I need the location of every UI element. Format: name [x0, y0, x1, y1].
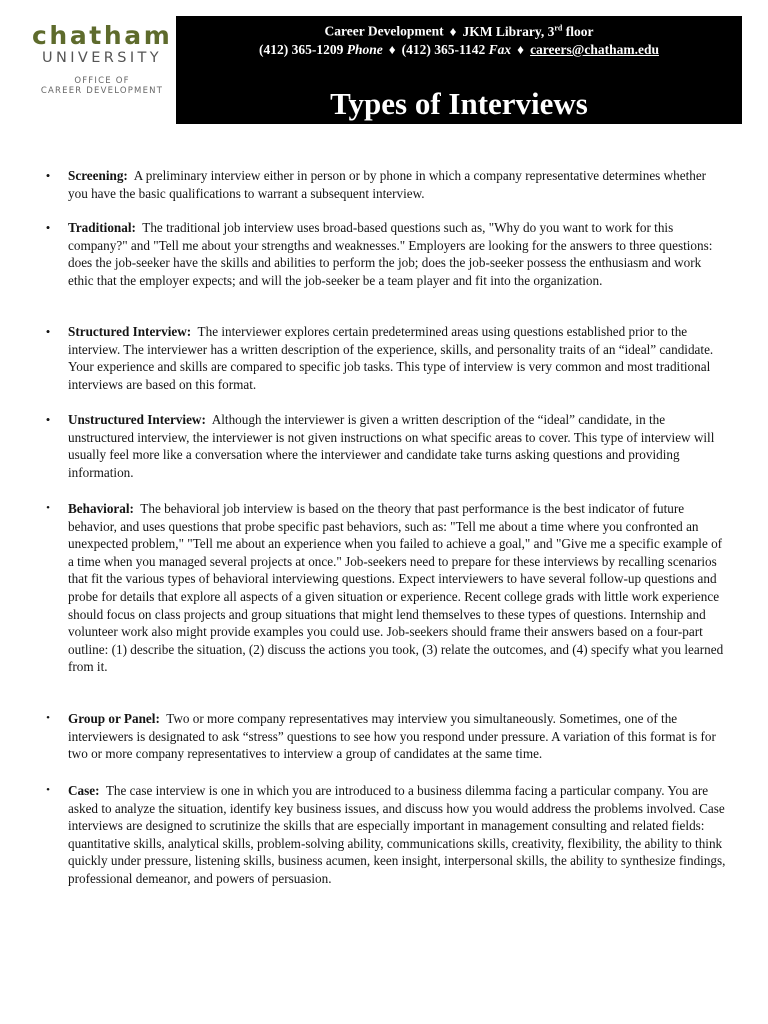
list-item-text	[68, 167, 728, 202]
logo-office-line1: OFFICE OF	[74, 76, 130, 86]
list-item-text	[68, 323, 728, 393]
chatham-logo	[32, 21, 173, 96]
logo-office-line2: CAREER DEVELOPMENT	[40, 86, 164, 96]
bullet-icon: •	[45, 220, 51, 235]
bullet-icon: •	[45, 168, 51, 183]
bullet-icon: •	[46, 712, 50, 724]
header-location-line	[176, 23, 742, 40]
logo-office	[32, 76, 172, 96]
diamond-separator-icon: ♦	[388, 42, 396, 57]
list-item-term: Behavioral:	[68, 501, 134, 516]
list-item-term: Unstructured Interview:	[68, 412, 206, 427]
header-fax-number: (412) 365-1142	[401, 42, 486, 57]
list-item-description: The case interview is one in which you are introduced to a business dilemma facing a particular company. You are asked to analyze the situation, identify key business issues, and discuss how you would address the problems involved. Case interviews are designed to scrutinize the skills that are especially important in management consulting and related fields: quantitative skills, analytical skills, problem-solving ability, communications skills, creativity, flexibility, the ability to think quickly under pressure, listening skills, business acumen, keen insight, interpersonal skills, the ability to synthesize findings, professional demeanor, and powers of persuasion.	[68, 783, 726, 886]
list-item-term: Screening:	[68, 168, 128, 183]
list-item-description: The traditional job interview uses broad-based questions such as, "Why do you want to work for this company?" and "Tell me about your strengths and weaknesses." Employers are looking for the answers to three questions: does the job-seeker have the skills and abilities to perform the job; does the job-seeker possess the enthusiasm and work ethic that the employer expects; and will the job-seeker be a team player and fit into the organization.	[68, 220, 713, 288]
list-item-term: Group or Panel:	[68, 711, 160, 726]
page-title: Types of Interviews	[330, 86, 588, 121]
list-item-description: A preliminary interview either in person or by phone in which a company representative determines whether you have the basic qualifications to warrant a subsequent interview.	[68, 168, 707, 201]
header-contact-line	[176, 42, 742, 58]
bullet-icon: •	[45, 324, 51, 339]
header-email-link[interactable]: careers@chatham.edu	[530, 42, 659, 57]
header-phone-label: Phone	[346, 42, 383, 57]
header-location: JKM Library, 3rd floor	[462, 23, 594, 39]
bullet-icon: •	[46, 502, 50, 514]
header-phone-number: (412) 365-1209	[259, 42, 344, 57]
list-item-text	[68, 500, 728, 676]
list-item-description: Although the interviewer is given a written description of the “ideal” candidate, in the unstructured interview, the interviewer is not given instructions on what specific areas to cover. This type of interview will usually feel more like a conversation where the interviewer and candidate take turns asking questions and providing information.	[68, 412, 715, 480]
diamond-separator-icon: ♦	[517, 42, 525, 57]
list-item-text	[68, 710, 728, 763]
bullet-icon: •	[46, 784, 50, 796]
header-fax-label: Fax	[488, 42, 512, 57]
list-item-text	[68, 219, 728, 289]
list-item-text	[68, 411, 728, 481]
list-item-description: Two or more company representatives may interview you simultaneously. Sometimes, one of the interviewers is designated to ask “stress” questions to see how you respond under pressure. A variation of this format is for two or more company representatives to interview a group of candidates at the same time.	[68, 711, 716, 762]
header-dept: Career Development	[324, 23, 444, 39]
list-item-description: The behavioral job interview is based on the theory that past performance is the best indicator of future behavior, and uses questions that probe specific past behaviors, such as: "Tell me about a time where you confronted an unexpected problem," "Tell me about an experience when you failed to achieve a goal," and "Give me a specific example of a time when you managed several projects at once." Job-seekers need to prepare for these interviews by recalling scenarios that fit the various types of behavioral interviewing questions. Expect interviewers to have several follow-up questions and probe for details that explore all aspects of a given situation or experience. Recent college grads with little work experience should focus on class projects and group situations that might lend themselves to these types of questions. Internship and volunteer work also might provide examples you could use. Job-seekers should frame their answers based on a four-part outline: (1) describe the situation, (2) discuss the actions you took, (3) relate the outcomes, and (4) specify what you learned from it.	[68, 501, 724, 675]
list-item-description: The interviewer explores certain predetermined areas using questions established prior to the interview. The interviewer has a written description of the experience, skills, and personality traits of an “ideal” candidate. Your experience and skills are compared to specific job tasks. This type of interview is very common and most traditional interviews are based on this format.	[68, 324, 714, 392]
logo-university: UNIVERSITY	[41, 50, 163, 66]
list-item-text	[68, 782, 728, 888]
logo-name: chatham	[32, 21, 173, 50]
list-item-term: Traditional:	[68, 220, 136, 235]
diamond-separator-icon: ♦	[449, 23, 457, 39]
bullet-icon: •	[45, 412, 51, 427]
header-banner	[176, 16, 742, 124]
list-item-term: Case:	[68, 783, 100, 798]
list-item-term: Structured Interview:	[68, 324, 192, 339]
